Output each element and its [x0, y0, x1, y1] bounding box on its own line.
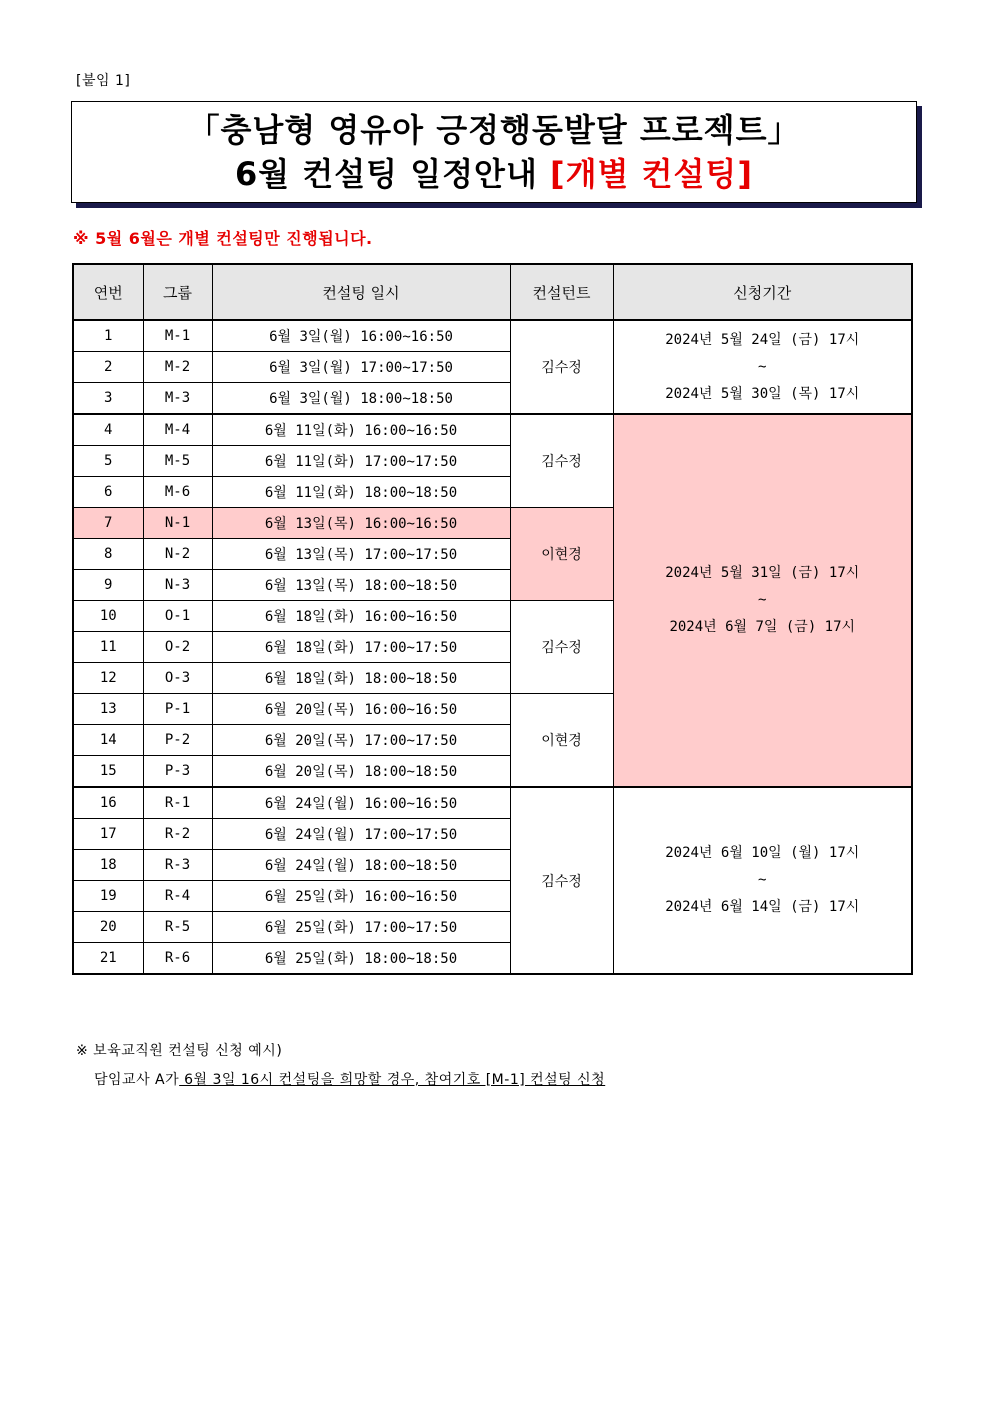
consultant-cell: 김수정 [510, 414, 613, 508]
row-group: P-1 [143, 694, 212, 725]
table-row [73, 414, 912, 446]
row-datetime: 6월 25일(화) 17:00~17:50 [212, 912, 510, 943]
row-datetime: 6월 13일(목) 18:00~18:50 [212, 570, 510, 601]
row-datetime: 6월 20일(목) 16:00~16:50 [212, 694, 510, 725]
consultant-cell-highlighted: 이현경 [510, 508, 613, 601]
consultant-cell: 이현경 [510, 694, 613, 788]
row-datetime: 6월 24일(월) 17:00~17:50 [212, 819, 510, 850]
table-row [73, 787, 912, 819]
row-datetime: 6월 13일(목) 17:00~17:50 [212, 539, 510, 570]
row-no: 1 [73, 320, 143, 352]
row-datetime: 6월 11일(화) 17:00~17:50 [212, 446, 510, 477]
header-consultant: 컨설턴트 [510, 264, 613, 320]
notice-text: ※ 5월 6월은 개별 컨설팅만 진행됩니다. [73, 229, 373, 248]
row-datetime: 6월 25일(화) 18:00~18:50 [212, 943, 510, 975]
row-group: M-2 [143, 352, 212, 383]
row-group: R-1 [143, 787, 212, 819]
period-start: 2024년 5월 24일 (금) 17시 [665, 331, 860, 348]
row-no: 19 [73, 881, 143, 912]
period-sep: ~ [758, 358, 767, 375]
row-group: O-2 [143, 632, 212, 663]
row-no: 14 [73, 725, 143, 756]
period-sep: ~ [758, 592, 767, 608]
row-group: N-2 [143, 539, 212, 570]
row-no: 5 [73, 446, 143, 477]
table-header-row [73, 264, 912, 320]
period-cell [613, 787, 912, 974]
row-no: 16 [73, 787, 143, 819]
example-title: ※ 보육교직원 컨설팅 신청 예시) [76, 1043, 283, 1059]
row-group: O-3 [143, 663, 212, 694]
period-cell [613, 320, 912, 414]
row-no: 8 [73, 539, 143, 570]
row-datetime: 6월 20일(목) 18:00~18:50 [212, 756, 510, 788]
row-no: 18 [73, 850, 143, 881]
consultant-cell: 김수정 [510, 320, 613, 414]
example-prefix: 담임교사 A가 [94, 1072, 180, 1088]
row-datetime: 6월 20일(목) 17:00~17:50 [212, 725, 510, 756]
row-datetime: 6월 25일(화) 16:00~16:50 [212, 881, 510, 912]
row-datetime: 6월 18일(화) 16:00~16:50 [212, 601, 510, 632]
row-group: R-3 [143, 850, 212, 881]
row-no: 4 [73, 414, 143, 446]
header-period: 신청기간 [613, 264, 912, 320]
attachment-label: [붙임 1] [76, 73, 131, 89]
example-text [94, 1069, 605, 1089]
row-datetime: 6월 13일(목) 16:00~16:50 [212, 508, 510, 539]
period-start: 2024년 5월 31일 (금) 17시 [665, 565, 860, 581]
row-no: 6 [73, 477, 143, 508]
row-group: M-4 [143, 414, 212, 446]
row-no: 10 [73, 601, 143, 632]
row-group: R-6 [143, 943, 212, 975]
row-datetime: 6월 3일(월) 17:00~17:50 [212, 352, 510, 383]
row-no: 15 [73, 756, 143, 788]
row-group: N-3 [143, 570, 212, 601]
row-datetime: 6월 11일(화) 18:00~18:50 [212, 477, 510, 508]
row-group: P-2 [143, 725, 212, 756]
row-datetime: 6월 18일(화) 17:00~17:50 [212, 632, 510, 663]
header-group: 그룹 [143, 264, 212, 320]
period-cell-highlighted [613, 414, 912, 787]
header-datetime: 컨설팅 일시 [212, 264, 510, 320]
title-box [71, 101, 917, 203]
row-no: 11 [73, 632, 143, 663]
row-group: M-6 [143, 477, 212, 508]
period-end: 2024년 5월 30일 (목) 17시 [665, 385, 860, 402]
row-no: 17 [73, 819, 143, 850]
title-main: 6월 컨설팅 일정안내 [235, 155, 538, 193]
row-datetime: 6월 11일(화) 16:00~16:50 [212, 414, 510, 446]
row-group: N-1 [143, 508, 212, 539]
row-no: 20 [73, 912, 143, 943]
example-underlined: 6월 3일 16시 컨설팅을 희망할 경우, 참여기호 [M-1] 컨설팅 신청 [179, 1072, 606, 1088]
title-line-1: 「충남형 영유아 긍정행동발달 프로젝트」 [187, 111, 801, 149]
row-no: 7 [73, 508, 143, 539]
row-group: O-1 [143, 601, 212, 632]
period-end: 2024년 6월 14일 (금) 17시 [665, 899, 860, 915]
row-no: 12 [73, 663, 143, 694]
row-datetime: 6월 18일(화) 18:00~18:50 [212, 663, 510, 694]
period-end: 2024년 6월 7일 (금) 17시 [669, 619, 856, 635]
period-start: 2024년 6월 10일 (월) 17시 [665, 845, 860, 861]
header-no: 연번 [73, 264, 143, 320]
row-datetime: 6월 3일(월) 16:00~16:50 [212, 320, 510, 352]
row-datetime: 6월 24일(월) 18:00~18:50 [212, 850, 510, 881]
consultant-cell: 김수정 [510, 787, 613, 974]
title-highlight: [개별 컨설팅] [550, 155, 753, 193]
row-group: R-2 [143, 819, 212, 850]
row-group: M-1 [143, 320, 212, 352]
table-row [73, 320, 912, 352]
row-group: R-5 [143, 912, 212, 943]
row-group: M-3 [143, 383, 212, 415]
row-no: 9 [73, 570, 143, 601]
row-no: 13 [73, 694, 143, 725]
schedule-table [72, 263, 913, 975]
title-line-2 [72, 152, 916, 196]
row-no: 3 [73, 383, 143, 415]
row-group: R-4 [143, 881, 212, 912]
row-datetime: 6월 3일(월) 18:00~18:50 [212, 383, 510, 415]
consultant-cell: 김수정 [510, 601, 613, 694]
row-no: 21 [73, 943, 143, 975]
row-datetime: 6월 24일(월) 16:00~16:50 [212, 787, 510, 819]
row-no: 2 [73, 352, 143, 383]
row-group: P-3 [143, 756, 212, 788]
period-sep: ~ [758, 872, 767, 888]
row-group: M-5 [143, 446, 212, 477]
